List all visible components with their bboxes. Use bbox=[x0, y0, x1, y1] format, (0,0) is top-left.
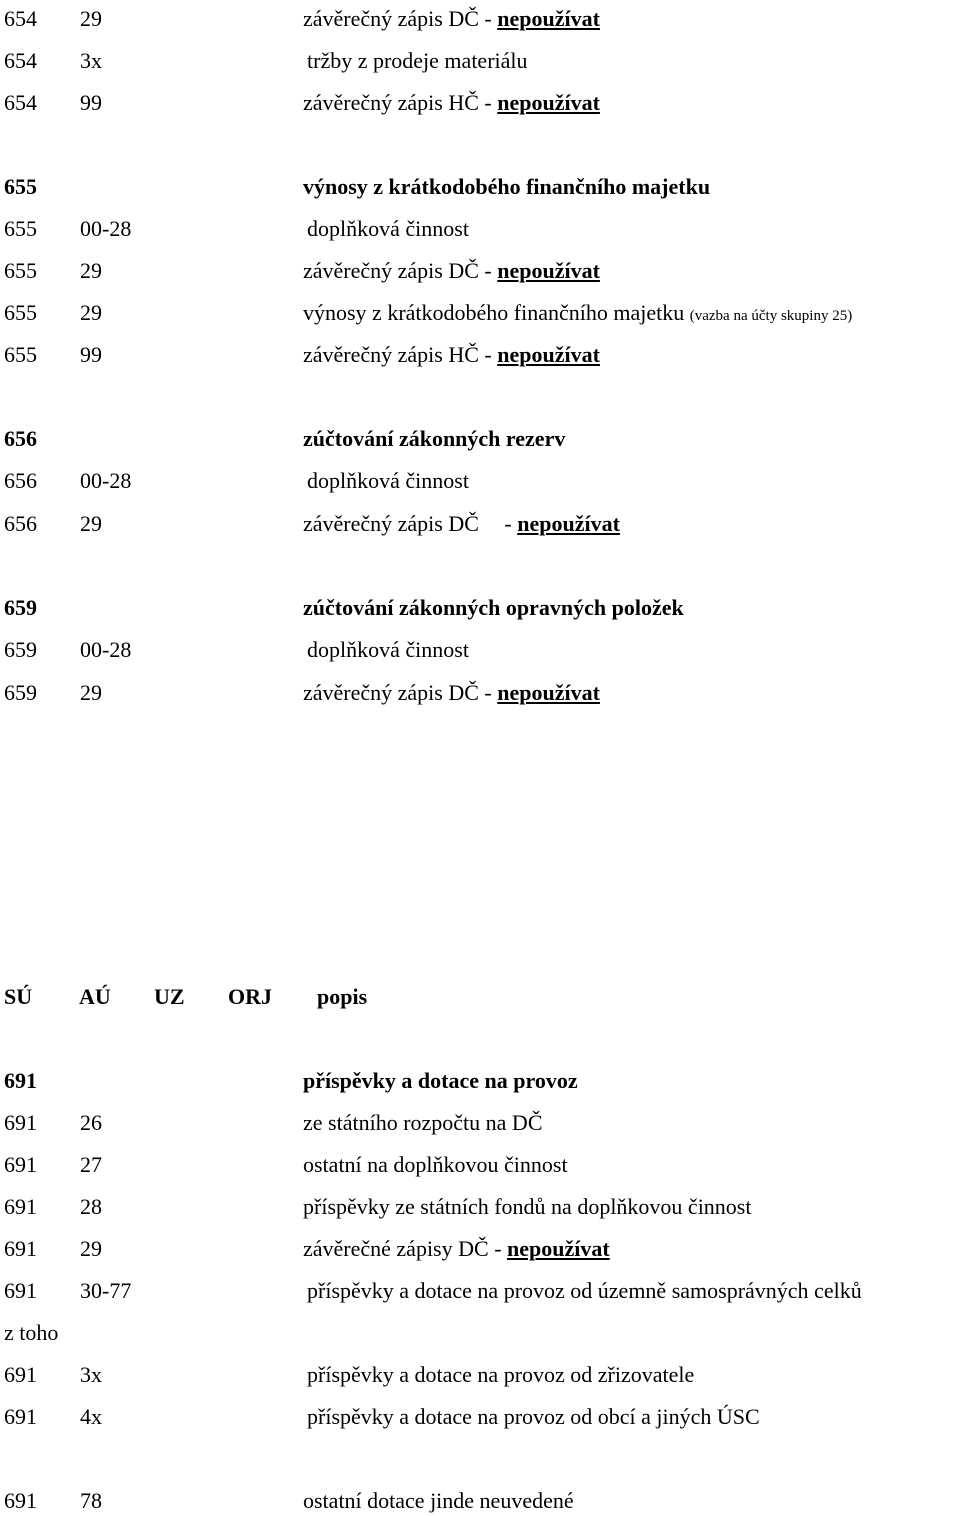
su-cell: 654 bbox=[4, 6, 37, 31]
desc-cell: závěrečný zápis DČ - nepoužívat bbox=[303, 258, 600, 283]
table-row bbox=[0, 256, 960, 286]
au-cell: 99 bbox=[80, 342, 102, 367]
au-cell: 30-77 bbox=[80, 1278, 132, 1303]
au-cell: 29 bbox=[80, 511, 102, 536]
desc-cell: doplňková činnost bbox=[307, 216, 469, 241]
su-cell: 691 bbox=[4, 1194, 37, 1219]
table-row bbox=[0, 593, 960, 623]
su-cell: 655 bbox=[4, 342, 37, 367]
column-header bbox=[0, 982, 960, 1012]
table-row bbox=[0, 298, 960, 328]
table-row bbox=[0, 172, 960, 202]
table-row bbox=[0, 1150, 960, 1180]
table-row bbox=[0, 340, 960, 370]
au-cell: 3x bbox=[80, 48, 102, 73]
au-cell: 00-28 bbox=[80, 468, 132, 493]
table-row bbox=[0, 509, 960, 539]
desc-cell: závěrečný zápis DČ - nepoužívat bbox=[303, 680, 600, 705]
not-use-tag: nepoužívat bbox=[507, 1236, 610, 1261]
desc-cell: výnosy z krátkodobého finančního majetku bbox=[303, 174, 711, 199]
au-cell: 4x bbox=[80, 1404, 102, 1429]
su-cell: 691 bbox=[4, 1278, 37, 1303]
desc-cell: doplňková činnost bbox=[307, 468, 469, 493]
table-row bbox=[0, 214, 960, 244]
su-cell: 691 bbox=[4, 1068, 37, 1093]
z-toho-label: z toho bbox=[4, 1320, 59, 1345]
table-row bbox=[0, 1402, 960, 1432]
au-cell: 00-28 bbox=[80, 637, 132, 662]
su-cell: 655 bbox=[4, 258, 37, 283]
table-row bbox=[0, 1108, 960, 1138]
table-row bbox=[0, 1192, 960, 1222]
table-row bbox=[0, 1360, 960, 1390]
desc-cell: zúčtování zákonných opravných položek bbox=[303, 595, 684, 620]
su-cell: 656 bbox=[4, 511, 37, 536]
au-cell: 99 bbox=[80, 90, 102, 115]
au-cell: 26 bbox=[80, 1110, 102, 1135]
au-cell: 29 bbox=[80, 6, 102, 31]
table-row bbox=[0, 1276, 960, 1306]
su-cell: 659 bbox=[4, 680, 37, 705]
su-cell: 691 bbox=[4, 1404, 37, 1429]
desc-cell: příspěvky a dotace na provoz bbox=[303, 1068, 578, 1093]
au-cell: 27 bbox=[80, 1152, 102, 1177]
not-use-tag: nepoužívat bbox=[497, 342, 600, 367]
su-cell: 655 bbox=[4, 216, 37, 241]
header-au: AÚ bbox=[79, 984, 111, 1009]
table-row bbox=[0, 635, 960, 665]
not-use-tag: nepoužívat bbox=[497, 680, 600, 705]
desc-cell: závěrečné zápisy DČ - nepoužívat bbox=[303, 1236, 610, 1261]
desc-cell: doplňková činnost bbox=[307, 637, 469, 662]
su-cell: 656 bbox=[4, 426, 37, 451]
table-row bbox=[0, 1234, 960, 1264]
au-cell: 29 bbox=[80, 1236, 102, 1261]
desc-cell: ze státního rozpočtu na DČ bbox=[303, 1110, 543, 1135]
not-use-tag: nepoužívat bbox=[517, 511, 620, 536]
su-cell: 691 bbox=[4, 1152, 37, 1177]
su-cell: 659 bbox=[4, 595, 37, 620]
su-cell: 659 bbox=[4, 637, 37, 662]
au-cell: 29 bbox=[80, 300, 102, 325]
au-cell: 29 bbox=[80, 258, 102, 283]
table-row bbox=[0, 1318, 960, 1348]
note-text: (vazba na účty skupiny 25) bbox=[689, 308, 853, 324]
header-uz: UZ bbox=[154, 984, 185, 1009]
au-cell: 78 bbox=[80, 1488, 102, 1513]
su-cell: 655 bbox=[4, 300, 37, 325]
table-row bbox=[0, 466, 960, 496]
desc-cell: zúčtování zákonných rezerv bbox=[303, 426, 566, 451]
desc-cell: příspěvky a dotace na provoz od územně samosprávných celků bbox=[307, 1278, 862, 1303]
table-row bbox=[0, 46, 960, 76]
au-cell: 28 bbox=[80, 1194, 102, 1219]
desc-cell: příspěvky ze státních fondů na doplňkovou činnost bbox=[303, 1194, 752, 1219]
not-use-tag: nepoužívat bbox=[497, 90, 600, 115]
desc-cell: závěrečný zápis DČ - nepoužívat bbox=[303, 511, 620, 536]
au-cell: 3x bbox=[80, 1362, 102, 1387]
su-cell: 656 bbox=[4, 468, 37, 493]
header-su: SÚ bbox=[4, 984, 33, 1009]
su-cell: 654 bbox=[4, 90, 37, 115]
table-row bbox=[0, 1066, 960, 1096]
table-row bbox=[0, 1486, 960, 1516]
desc-cell: závěrečný zápis DČ - nepoužívat bbox=[303, 6, 600, 31]
su-cell: 691 bbox=[4, 1488, 37, 1513]
desc-cell: závěrečný zápis HČ - nepoužívat bbox=[303, 90, 600, 115]
desc-cell: příspěvky a dotace na provoz od zřizovatele bbox=[307, 1362, 695, 1387]
header-orj: ORJ bbox=[228, 984, 272, 1009]
su-cell: 691 bbox=[4, 1110, 37, 1135]
su-cell: 691 bbox=[4, 1236, 37, 1261]
header-popis: popis bbox=[317, 984, 368, 1009]
su-cell: 691 bbox=[4, 1362, 37, 1387]
desc-cell: závěrečný zápis HČ - nepoužívat bbox=[303, 342, 600, 367]
au-cell: 29 bbox=[80, 680, 102, 705]
su-cell: 654 bbox=[4, 48, 37, 73]
desc-cell: ostatní na doplňkovou činnost bbox=[303, 1152, 568, 1177]
desc-cell: výnosy z krátkodobého finančního majetku (vazba na účty skupiny 25) bbox=[303, 300, 853, 325]
table-row bbox=[0, 678, 960, 708]
su-cell: 655 bbox=[4, 174, 37, 199]
table-row bbox=[0, 88, 960, 118]
desc-cell: příspěvky a dotace na provoz od obcí a jiných ÚSC bbox=[307, 1404, 760, 1429]
table-row bbox=[0, 4, 960, 34]
desc-cell: ostatní dotace jinde neuvedené bbox=[303, 1488, 574, 1513]
not-use-tag: nepoužívat bbox=[497, 6, 600, 31]
not-use-tag: nepoužívat bbox=[497, 258, 600, 283]
desc-cell: tržby z prodeje materiálu bbox=[307, 48, 528, 73]
au-cell: 00-28 bbox=[80, 216, 132, 241]
table-row bbox=[0, 424, 960, 454]
